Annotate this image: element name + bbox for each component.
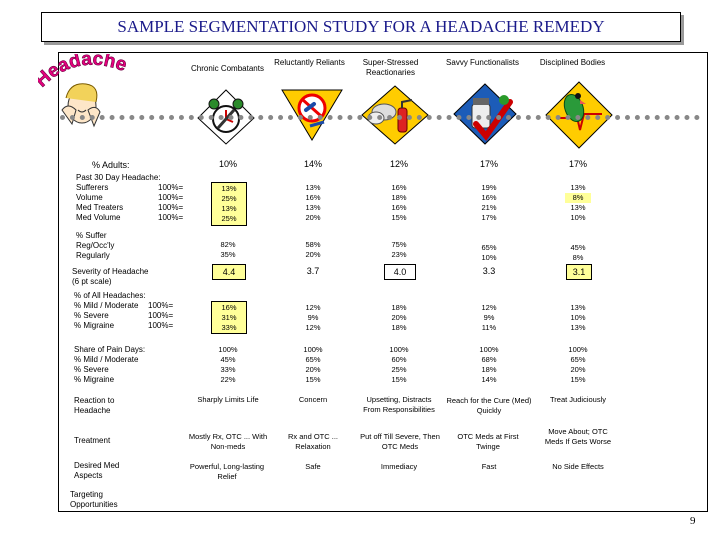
share-value: 22%: [220, 375, 236, 384]
adults-value-3: 12%: [389, 159, 408, 169]
reaction-text: Treat Judiciously: [550, 395, 606, 404]
suffer-value: 8%: [572, 253, 584, 262]
share-value: 33%: [220, 365, 236, 374]
adults-value-5: 17%: [568, 159, 587, 169]
share-item-label: % Migraine: [74, 375, 115, 384]
allh-label: % of All Headaches:: [74, 291, 146, 300]
targeting-label: Opportunities: [70, 500, 118, 509]
share-value: 25%: [391, 365, 407, 374]
past30-value: 15%: [391, 213, 407, 222]
headache-logo: [38, 54, 138, 134]
segment-header-1: Chronic Combatants: [191, 64, 264, 73]
targeting-label: Targeting: [70, 490, 103, 499]
logo-text: eadache: [43, 54, 130, 83]
allh-value: 18%: [391, 323, 407, 332]
adults-value-2: 14%: [303, 159, 322, 169]
treatment-text: Put off Till Severe, Then OTC Meds: [360, 432, 440, 451]
suffer-value: 82%: [220, 240, 236, 249]
past30-value: 13%: [221, 204, 237, 213]
allh-item-label: % Mild / Moderate: [74, 301, 139, 310]
desired-text: Safe: [305, 462, 321, 471]
segment-header-5: Disciplined Bodies: [539, 58, 606, 67]
allh-value: 13%: [570, 323, 586, 332]
past30-value: 13%: [221, 184, 237, 193]
allh-value: 9%: [483, 313, 495, 322]
past30-column-1: [211, 182, 247, 226]
past30-value: 18%: [391, 193, 407, 202]
suffer-value: 10%: [481, 253, 497, 262]
allh-value: 11%: [481, 323, 497, 332]
treatment-text: OTC Meds at First Twinge: [457, 432, 519, 451]
suffer-label: Regularly: [76, 251, 110, 260]
past30-value: 13%: [570, 203, 586, 212]
reaction-text: Upsetting, Distracts From Responsibilities: [363, 395, 435, 414]
past30-value: 13%: [305, 183, 321, 192]
suffer-value: 20%: [305, 250, 321, 259]
suffer-label: Reg/Occ'ly: [76, 241, 115, 250]
reaction-label: Headache: [74, 406, 111, 415]
past30-value: 10%: [570, 213, 586, 222]
page-title: SAMPLE SEGMENTATION STUDY FOR A HEADACHE REMEDY: [117, 17, 605, 36]
suffer-value: 75%: [391, 240, 407, 249]
segment-header-4: Savvy Functionalists: [446, 58, 519, 67]
allh-value: 33%: [221, 323, 237, 332]
suffer-value: 65%: [481, 243, 497, 252]
desired-text: Fast: [481, 462, 497, 471]
segment-divider: [60, 115, 700, 120]
segment-header-2: Reluctantly Reliants: [274, 58, 345, 67]
allh-item-total: 100%=: [148, 311, 174, 320]
suffer-value: 23%: [391, 250, 407, 259]
severity-value: 3.3: [482, 266, 496, 276]
allh-value: 20%: [391, 313, 407, 322]
past30-value: 20%: [305, 213, 321, 222]
allh-item-total: 100%=: [148, 301, 174, 310]
reaction-text: Sharply Limits Life: [197, 395, 259, 404]
share-value: 14%: [481, 375, 497, 384]
past30-item-total: 100%=: [158, 183, 184, 192]
past30-item-total: 100%=: [158, 193, 184, 202]
reaction-text: Reach for the Cure (Med) Quickly: [446, 396, 532, 415]
desired-text: Powerful, Long-lasting Relief: [189, 462, 265, 481]
share-value: 100%: [218, 345, 238, 354]
allh-item-label: % Migraine: [74, 321, 115, 330]
share-value: 100%: [479, 345, 499, 354]
desired-label: Aspects: [74, 471, 103, 480]
past30-value: 25%: [221, 214, 237, 223]
share-value: 18%: [481, 365, 497, 374]
adults-label: % Adults:: [92, 160, 130, 170]
severity-label: Severity of Headache: [72, 267, 149, 276]
suffer-value: 35%: [220, 250, 236, 259]
allh-value: 13%: [570, 303, 586, 312]
page-number: 9: [690, 515, 696, 527]
treatment-label: Treatment: [74, 436, 111, 445]
desired-label: Desired Med: [74, 461, 120, 470]
past30-item-label: Med Treaters: [76, 203, 124, 212]
headache-logo-image: [38, 54, 138, 134]
reaction-label: Reaction to: [74, 396, 115, 405]
treatment-text: Mostly Rx, OTC ... With Non-meds: [188, 432, 268, 451]
share-value: 15%: [391, 375, 407, 384]
reaction-text: Concern: [298, 395, 328, 404]
segment-header-3: Super-Stressed Reactionaries: [362, 58, 419, 77]
past30-item-label: Volume: [76, 193, 103, 202]
past30-value: 16%: [391, 183, 407, 192]
past30-value: 16%: [481, 193, 497, 202]
share-value: 20%: [570, 365, 586, 374]
severity-value: 3.1: [566, 264, 592, 280]
past30-item-total: 100%=: [158, 203, 184, 212]
severity-value: 3.7: [306, 266, 320, 276]
share-label: Share of Pain Days:: [74, 345, 146, 354]
share-value: 100%: [303, 345, 323, 354]
share-item-label: % Mild / Moderate: [74, 355, 139, 364]
adults-value-4: 17%: [479, 159, 498, 169]
desired-text: No Side Effects: [552, 462, 604, 471]
allh-value: 16%: [221, 303, 237, 312]
share-value: 20%: [305, 365, 321, 374]
allh-value: 31%: [221, 313, 237, 322]
past30-label: Past 30 Day Headache:: [76, 173, 161, 182]
allh-item-label: % Severe: [74, 311, 109, 320]
past30-value: 16%: [305, 193, 321, 202]
past30-value: 21%: [481, 203, 497, 212]
past30-value: 13%: [305, 203, 321, 212]
allh-value: 12%: [305, 303, 321, 312]
past30-value: 19%: [481, 183, 497, 192]
share-value: 65%: [305, 355, 321, 364]
share-value: 60%: [391, 355, 407, 364]
allh-item-total: 100%=: [148, 321, 174, 330]
allh-value: 12%: [481, 303, 497, 312]
allh-value: 18%: [391, 303, 407, 312]
allh-value: 10%: [570, 313, 586, 322]
allh-value: 9%: [307, 313, 319, 322]
share-item-label: % Severe: [74, 365, 109, 374]
severity-value: 4.0: [384, 264, 416, 280]
past30-item-label: Sufferers: [76, 183, 109, 192]
severity-value: 4.4: [212, 264, 246, 280]
past30-value-highlight: 8%: [565, 193, 591, 203]
suffer-value: 45%: [570, 243, 586, 252]
share-value: 100%: [568, 345, 588, 354]
treatment-text: Move About; OTC Meds If Gets Worse: [544, 427, 612, 446]
past30-item-total: 100%=: [158, 213, 184, 222]
suffer-label: % Suffer: [76, 231, 107, 240]
share-value: 15%: [570, 375, 586, 384]
allh-column-1: [211, 301, 247, 334]
adults-value-1: 10%: [218, 159, 237, 169]
allh-value: 12%: [305, 323, 321, 332]
share-value: 45%: [220, 355, 236, 364]
share-value: 15%: [305, 375, 321, 384]
suffer-value: 58%: [305, 240, 321, 249]
share-value: 65%: [570, 355, 586, 364]
past30-value: 13%: [570, 183, 586, 192]
share-value: 100%: [389, 345, 409, 354]
treatment-text: Rx and OTC ... Relaxation: [287, 432, 338, 451]
past30-value: 25%: [221, 194, 237, 203]
desired-text: Immediacy: [380, 462, 418, 471]
past30-value: 16%: [391, 203, 407, 212]
title-box: [41, 12, 681, 42]
past30-item-label: Med Volume: [76, 213, 121, 222]
severity-label: (6 pt scale): [72, 277, 112, 286]
past30-value: 17%: [481, 213, 497, 222]
share-value: 68%: [481, 355, 497, 364]
